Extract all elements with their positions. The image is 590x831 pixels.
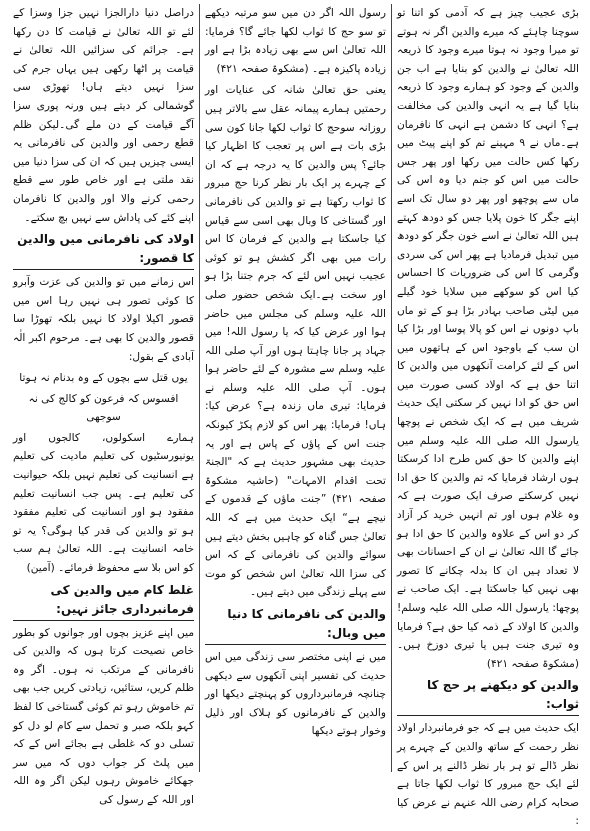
column-right bbox=[392, 4, 584, 828]
paragraph: اس زمانے میں تو والدین کی عزت وآبرو کا کوئی تصور ہی نہیں رہا اس میں قصور اکیلا اولاد کا نہیں بلکہ تھوڑا سا قصور والدین کا بھی ہے۔ مرحوم اکبر الٰہ آبادی کے بقول: bbox=[13, 276, 194, 363]
paragraph: میں اپنے عزیز بچوں اور جوانوں کو بطور خاص نصیحت کرتا ہوں کہ والدین کی نافرمانی کے مرتکب نہ ہوں۔ اگر وہ ظلم کریں، ستائیں، زیادتی کریں جب بھی تم خاموش رہو تم کوئی گستاخی کا لفظ کہو بلکہ صبر و تحمل سے کام لو دل کو تسلی دو کہ غلطی ہے بجائے اس کے کہ میں پلٹ کر جواب دوں کہ میں سر جھکائے خاموش رہوں لیکن اگر وہ اللہ اور اللہ کے رسول کی bbox=[13, 626, 194, 806]
paragraph: رسول اللہ اگر دن میں سو مرتبہ دیکھے تو سو حج کا ثواب لکھا جائے گا؟ فرمایا: اللہ تعالیٰ اس سے بھی زیادہ بڑا ہے اور زیادہ پاکیزہ ہے۔ (مشکوۃ صفحہ ۴۲۱) bbox=[205, 7, 386, 75]
paragraph: ہمارے اسکولوں، کالجوں اور یونیورسٹیوں کی تعلیم مادیت کی تعلیم ہے انسانیت کی تعلیم نہیں بلکہ حیوانیت کی تعلیم ہے۔ پس جب انسانیت تعلیم مفقود ہو اور انسانیت کی تعلیم مفقود ہو تو والدین کی قدر کیا ہوگی؟ یہ تو خامہ انسانیت ہے۔ اللہ تعالیٰ ہم سب کو اس بلا سے محفوظ فرمائے۔ (آمین) bbox=[13, 431, 194, 575]
column-middle bbox=[200, 4, 392, 772]
section-heading: غلط کام میں والدین کی فرمانبرداری جائز نہیں: bbox=[13, 581, 194, 621]
column-left bbox=[8, 4, 200, 806]
section-heading: اولاد کی نافرمانی میں والدین کا قصور: bbox=[13, 230, 194, 270]
section-heading: والدین کی نافرمانی کا دنیا میں وبال: bbox=[205, 605, 386, 645]
paragraph: میں نے اپنی مختصر سی زندگی میں اس حدیث کی تفسیر اپنی آنکھوں سے دیکھی چنانچہ فرمانبرداروں کو پہنچتے دیکھا اور والدین کے نافرمانوں کو ہلاک اور ذلیل وخوار ہوتے دیکھا bbox=[205, 651, 386, 738]
paragraph: دراصل دنیا دارالجزا نہیں جزا وسزا کے لئے تو اللہ تعالیٰ نے قیامت کا دن رکھا ہے۔ جرائم کی سزائیں اللہ تعالیٰ نے قیامت پر اٹھا رکھی ہیں یہاں جرم کی سزا نہیں دیتے ہاں! تھوڑی سی گوشمالی کر دیتے ہیں ورنہ پوری سزا آگے قیامت کے دن ملے گی۔لیکن ظلم قطع رحمی اور والدین کی نافرمانی یہ ایسی چیزیں ہیں کہ ان کی سزا دنیا میں نقد ملتی ہے اور خاص طور سے قطع رحمی کرنے والا اور والدین کا نافرمان اپنے کئے کی پاداش سے نہیں بچ سکتے۔ bbox=[13, 7, 194, 224]
paragraph: بڑی عجیب چیز ہے کہ آدمی کو اتنا تو سوچنا چاہئے کہ میرے والدین اگر نہ ہوتے تو میرا وجود نہ ہوتا میرے وجود کا ذریعہ اللہ تعالیٰ نے والدین کو بنایا ہے اب جن والدین کے وجود کو ہمارے وجود کا ذریعہ بنایا گیا ہے یہ انہی والدین کی مخالفت ہے؟ انہی کا دشمن ہے انہی کا نافرمان ہے۔ماں نے ۹ مہینے تم کو اپنے پیٹ میں رکھا کس حالت میں رکھا اور پھر جس حالت میں اس کو جنم دیا وہ اس کی ماں سے پوچھو اور پھر دو سال تک اسے اپنے جگر کا خون پلایا جس کو دودھ کہتے ہیں اللہ تعالیٰ نے اسے خون جگر کو دودھ میں تبدیل فرمادیا ہے پھر اس کی سردی وگرمی کا اس کی ضروریات کا احساس کیا اس کو سوکھے میں سلایا خود گیلے میں لیٹی صاحب بہادر بڑا ہو کے تو ماں باپ دونوں نے اس کو پالا پوسا اور بڑا کیا ان سب کے باوجود اس کے ہاتھوں میں اس کے لئے کرامت آنکھوں میں والدین کا اتنا حق ہے کہ اولاد کسی صورت میں اس حق کو ادا نہیں کر سکتی ایک حدیث شریف میں ہے کہ ایک شخص نے پوچھا یارسول اللہ صلی اللہ علیہ وسلم میں اپنے والدین کا حق کس طرح ادا کرسکتا ہوں ارشاد فرمایا کہ تم والدین کا حق ادا نہیں کرسکتے صرف ایک صورت ہے کہ وہ غلام ہوں اور تم انہیں خرید کر آزاد کر دو اس کے علاوہ والدین کا حق ادا ہو جائے گا اللہ تعالیٰ نے ان کے احسانات بھی لا تعداد ہیں ان کا بدلہ چکانے کا تصور بھی نہیں کیا جاسکتا ہے۔ ایک صاحب نے پوچھا: یارسول اللہ صلی اللہ علیہ وسلم! والدین کا اولاد کے ذمہ کیا حق ہے؟ فرمایا وہ تیری جنت ہیں یا تیری دوزخ ہیں۔ (مشکوۃ صفحہ ۴۲۱) bbox=[397, 7, 580, 670]
section-heading: والدین کو دیکھنے پر حج کا ثواب: bbox=[397, 676, 579, 716]
paragraph: ایک حدیث میں ہے کہ جو فرمانبردار اولاد نظر رحمت کے ساتھ والدین کے چہرے پر نظر ڈالے تو ہر بار نظر ڈالنے پر اس کے لئے ایک حج مبرور کا ثواب لکھا جاتا ہے صحابہ کرام رضی اللہ عنہم نے عرض کیا : bbox=[397, 722, 579, 828]
verse-line: افسوس کہ فرعون کو کالج کی نہ سوجھی bbox=[28, 392, 179, 424]
paragraph: یعنی حق تعالیٰ شانہ کی عنایات اور رحمتیں ہمارے پیمانہ عقل سے بالاتر ہیں روزانہ سوحج کا ثواب لکھا جانا کون سی بڑی بات ہے اس پر تعجب کا اظہار کیا جائے؟ پس والدین کا یہ درجہ ہے کہ ان کے چہرے پر ایک بار نظر کرنا حج مبرور کا ثواب رکھتا ہے تو والدین کی نافرمانی اور گستاخی کا وبال بھی اسی سے قیاس کیا جاسکتا ہے والدین کے فرمان کا اس رات میں بھی اگر کشش ہو تو کوئی عجیب نہیں اس لئے کہ جرم جتنا بڑا ہو اور سخت ہے۔ایک شخص حضور صلی اللہ علیہ وسلم کی مجلس میں حاضر ہوا اور عرض کیا کہ یا رسول اللہ! میں جہاد پر جانا چاہتا ہوں اور آپ صلی اللہ علیہ وسلم سے مشورہ کے لئے حاضر ہوا ہوں۔ آپ صلی اللہ علیہ وسلم نے فرمایا: تیری ماں زندہ ہے؟ عرض کیا: ہاں! فرمایا: پھر اس کو لازم پکڑ کیونکہ جنت اس کے پاؤں کے پاس ہے اور یہ حدیث بھی مشہور حدیث ہے کہ "الجنۃ تحت اقدام الامہات" (حاشیہ مشکوۃ صفحہ ۴۲۱) ”جنت ماؤں کے قدموں کے نیچے ہے“ ایک حدیث میں ہے کہ اللہ تعالیٰ جس گناہ کو چاہیں بخش دیتے ہیں سوائے والدین کی نافرمانی کے کہ اس کی سزا اللہ تعالیٰ اس شخص کو موت سے پہلے زندگی میں دیتے ہیں۔ bbox=[205, 84, 386, 599]
verse-line: یوں قتل سے بچوں کے وہ بدنام نہ ہوتا bbox=[19, 372, 188, 385]
